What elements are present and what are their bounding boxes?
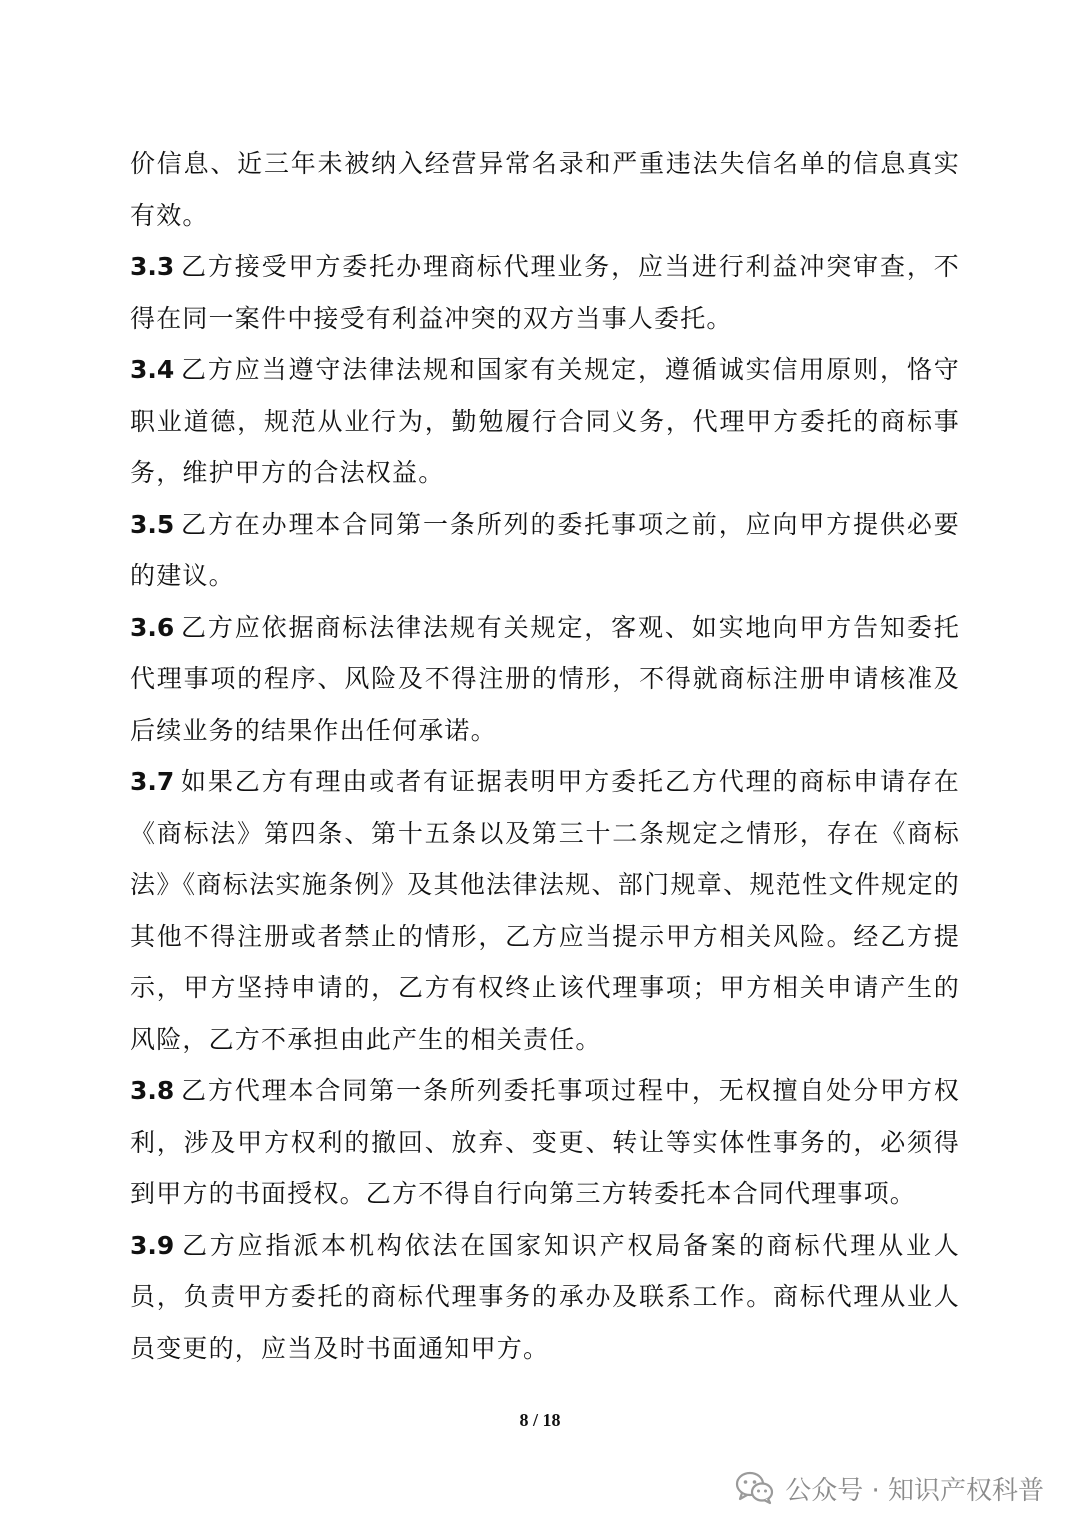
wechat-icon xyxy=(735,1471,775,1505)
clause-number: 3.4 xyxy=(130,355,175,384)
clause-number: 3.5 xyxy=(130,509,175,539)
document-body xyxy=(130,138,960,1374)
clause-text: 乙方接受甲方委托办理商标代理业务，应当进行利益冲突审查，不得在同一案件中接受有利益冲突的双方当事人委托。 xyxy=(130,252,960,333)
clause-number: 3.9 xyxy=(130,1230,175,1260)
page-number: 8 / 18 xyxy=(519,1410,561,1430)
clause-3-6 xyxy=(130,602,960,757)
paragraph-continued xyxy=(130,138,960,241)
clause-number: 3.7 xyxy=(130,767,175,796)
clause-3-5 xyxy=(130,499,960,602)
clause-number: 3.6 xyxy=(130,612,175,642)
clause-number: 3.8 xyxy=(130,1076,175,1105)
clause-3-7 xyxy=(130,756,960,1065)
clause-3-8 xyxy=(130,1065,960,1220)
clause-text: 乙方应依据商标法律法规有关规定，客观、如实地向甲方告知委托代理事项的程序、风险及不得注册的情形，不得就商标注册申请核准及后续业务的结果作出任何承诺。 xyxy=(130,612,960,745)
clause-text: 如果乙方有理由或者有证据表明甲方委托乙方代理的商标申请存在《商标法》第四条、第十五条以及第三十二条规定之情形，存在《商标法》《商标法实施条例》及其他法律法规、部门规章、规范性文件规定的其他不得注册或者禁止的情形，乙方应当提示甲方相关风险。经乙方提示，甲方坚持申请的，乙方有权终止该代理事项；甲方相关申请产生的风险，乙方不承担由此产生的相关责任。 xyxy=(130,767,960,1054)
watermark xyxy=(735,1466,1044,1510)
clause-text: 乙方在办理本合同第一条所列的委托事项之前，应向甲方提供必要的建议。 xyxy=(130,509,960,590)
clause-3-4 xyxy=(130,344,960,499)
clause-text: 乙方应当遵守法律法规和国家有关规定，遵循诚实信用原则，恪守职业道德，规范从业行为，勤勉履行合同义务，代理甲方委托的商标事务，维护甲方的合法权益。 xyxy=(130,355,960,487)
clause-3-9 xyxy=(130,1220,960,1375)
clause-3-3 xyxy=(130,241,960,344)
clause-text: 乙方应指派本机构依法在国家知识产权局备案的商标代理从业人员，负责甲方委托的商标代理事务的承办及联系工作。商标代理从业人员变更的，应当及时书面通知甲方。 xyxy=(130,1230,960,1363)
clause-number: 3.3 xyxy=(130,252,175,281)
paragraph-text: 价信息、近三年未被纳入经营异常名录和严重违法失信名单的信息真实有效。 xyxy=(130,149,960,230)
watermark-text: 公众号 · 知识产权科普 xyxy=(785,1475,1044,1506)
clause-text: 乙方代理本合同第一条所列委托事项过程中，无权擅自处分甲方权利，涉及甲方权利的撤回、放弃、变更、转让等实体性事务的，必须得到甲方的书面授权。乙方不得自行向第三方转委托本合同代理事项。 xyxy=(130,1076,960,1208)
